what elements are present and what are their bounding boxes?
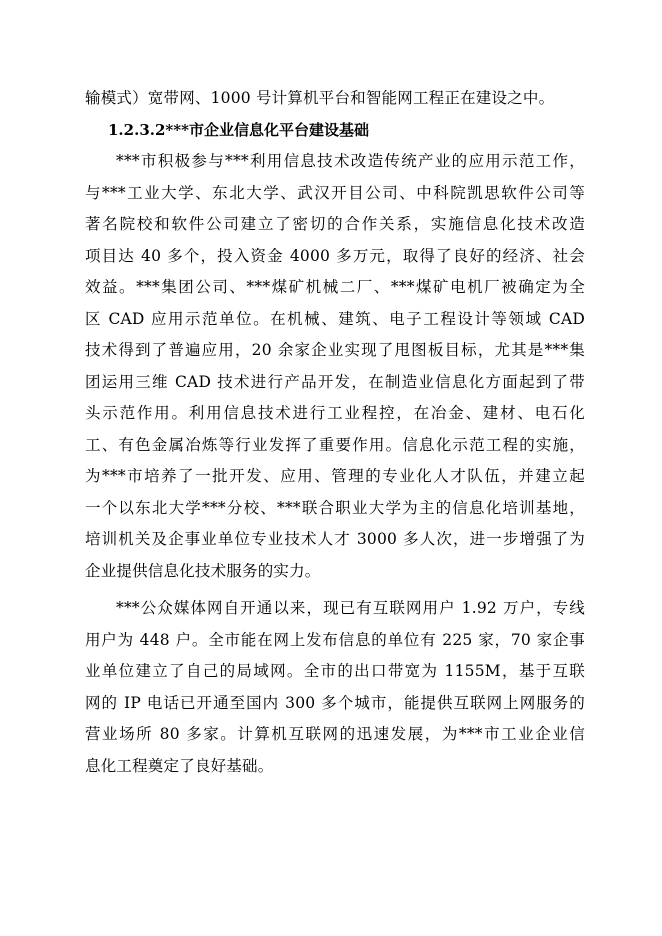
paragraph-line: ***市积极参与***利用信息技术改造传统产业的应用示范工作， (116, 152, 585, 170)
paragraph-line: 业单位建立了自己的局域网。全市的出口带宽为 1155M，基于互联 (85, 662, 585, 680)
paragraph-line: 网的 IP 电话已开通至国内 300 多个城市，能提供互联网上网服务的 (85, 693, 585, 712)
paragraph-line: 与***工业大学、东北大学、武汉开目公司、中科院凯思软件公司等 (85, 183, 585, 202)
paragraph-line: 一个以东北大学***分校、***联合职业大学为主的信息化培训基地， (85, 498, 585, 517)
paragraph-line: 工、有色金属冶炼等行业发挥了重要作用。信息化示范工程的实施， (85, 435, 585, 454)
document-page (85, 86, 585, 785)
paragraph-line: ***公众媒体网自开通以来，现已有互联网用户 1.92 万户，专线 (116, 599, 585, 617)
section-heading: 1.2.3.2***市企业信息化平台建设基础 (108, 120, 369, 139)
paragraph-line: 为***市培养了一批开发、应用、管理的专业化人才队伍，并建立起 (85, 467, 585, 485)
paragraph-1 (85, 149, 585, 584)
lead-line: 输模式）宽带网、1000 号计算机平台和智能网工程正在建设之中。 (85, 89, 555, 107)
paragraph-line: 营业场所 80 多家。计算机互联网的迅速发展，为***市工业企业信 (85, 725, 585, 743)
paragraph-line: 项目达 40 多个，投入资金 4000 多万元，取得了良好的经济、社会 (85, 246, 585, 265)
paragraph-line: 息化工程奠定了良好基础。 (85, 756, 274, 775)
paragraph-line: 用户为 448 户。全市能在网上发布信息的单位有 225 家，70 家企事 (85, 630, 585, 649)
paragraph-line: 区 CAD 应用示范单位。在机械、建筑、电子工程设计等领域 CAD (85, 309, 585, 328)
paragraph-line: 团运用三维 CAD 技术进行产品开发，在制造业信息化方面起到了带 (85, 372, 585, 391)
paragraph-line: 著名院校和软件公司建立了密切的合作关系，实施信息化技术改造 (85, 215, 585, 233)
paragraph-line: 效益。***集团公司、***煤矿机械二厂、***煤矿电机厂被确定为全 (85, 278, 585, 296)
paragraph-line: 企业提供信息化技术服务的实力。 (85, 561, 321, 580)
paragraph-2 (85, 596, 585, 779)
paragraph-line: 头示范作用。利用信息技术进行工业程控，在冶金、建材、电石化 (85, 404, 585, 422)
paragraph-line: 技术得到了普遍应用，20 余家企业实现了甩图板目标，尤其是***集 (85, 341, 585, 359)
paragraph-line: 培训机关及企事业单位专业技术人才 3000 多人次，进一步增强了为 (85, 530, 585, 548)
